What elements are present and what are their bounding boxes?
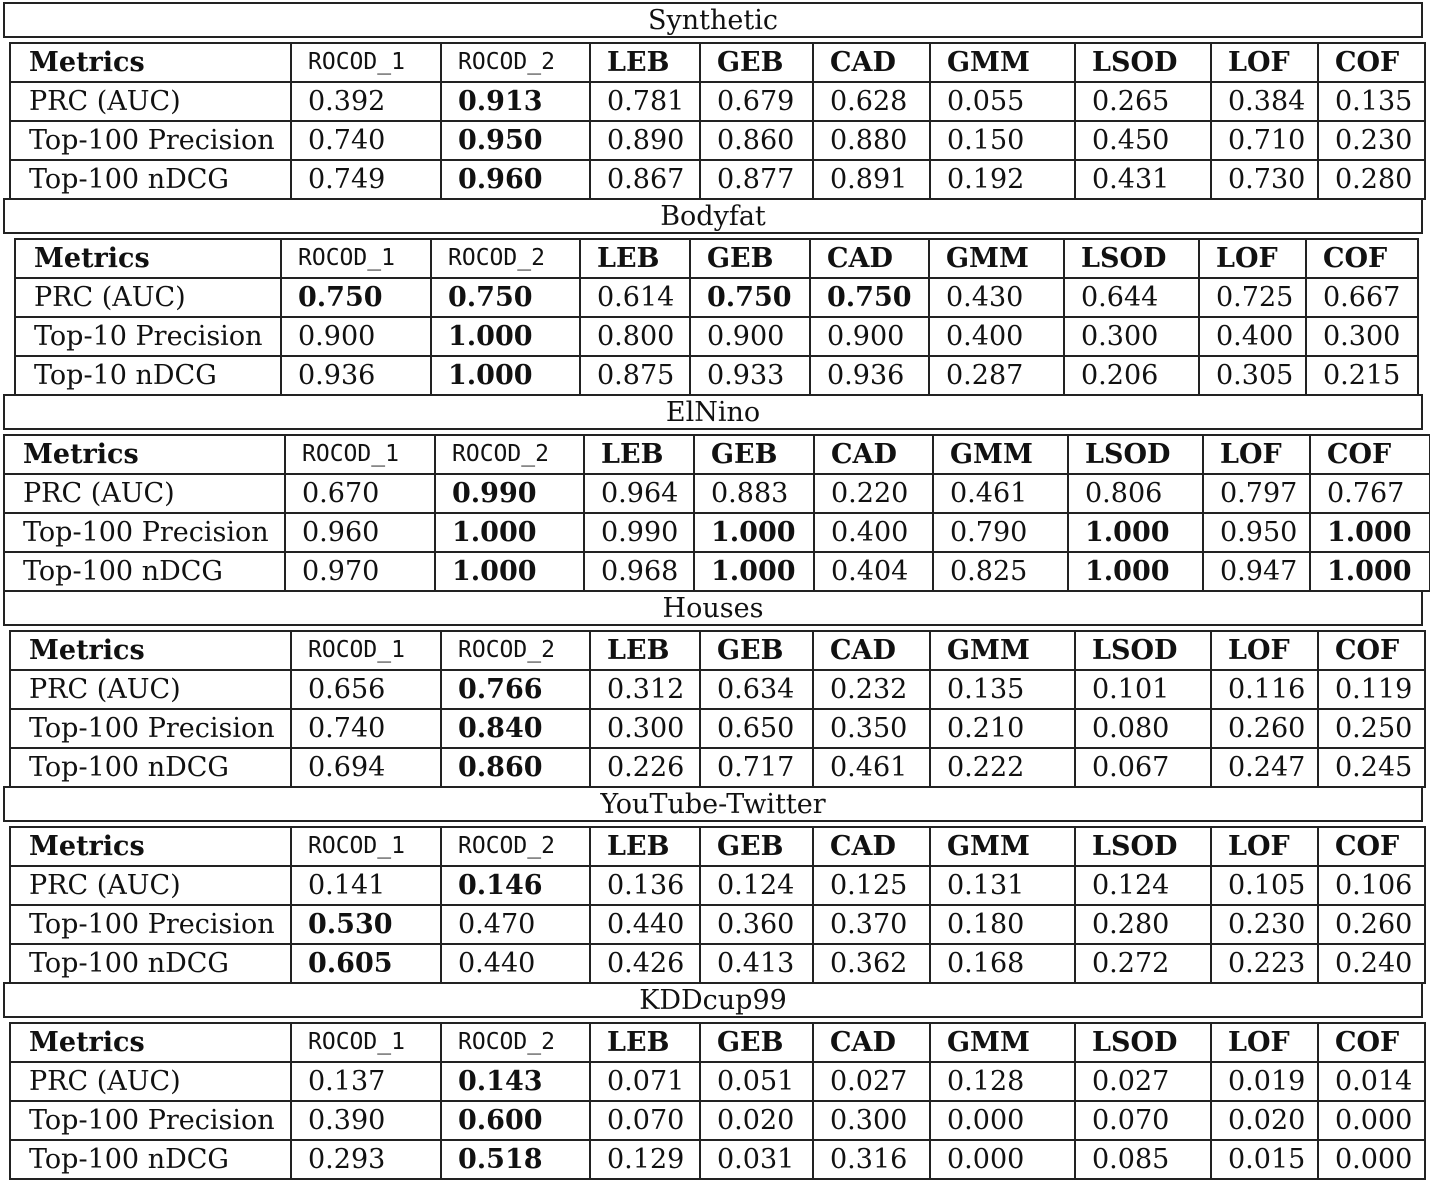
value-cell-cof: 0.300: [1306, 317, 1418, 356]
column-header-geb: GEB: [700, 1023, 813, 1062]
header-row: [10, 631, 1425, 670]
value-cell-gmm: 0.168: [930, 944, 1075, 983]
value-cell-cad: 0.027: [813, 1062, 930, 1101]
value-cell-gmm: 0.400: [929, 317, 1064, 356]
value-cell-lsod: 0.085: [1075, 1140, 1211, 1179]
table-row: [10, 748, 1425, 787]
value-cell-gmm: 0.430: [929, 278, 1064, 317]
column-header-metrics: Metrics: [4, 435, 285, 474]
table-row: [10, 905, 1425, 944]
table-row: [4, 474, 1430, 513]
value-cell-leb: 0.781: [590, 82, 700, 121]
value-cell-lsod: 1.000: [1068, 513, 1203, 552]
value-cell-lsod: 0.070: [1075, 1101, 1211, 1140]
value-cell-gmm: 0.055: [930, 82, 1075, 121]
value-cell-gmm: 0.150: [930, 121, 1075, 160]
value-cell-lof: 0.260: [1211, 709, 1318, 748]
value-cell-gmm: 0.790: [933, 513, 1068, 552]
column-header-rocod-2: ROCOD_2: [441, 631, 590, 670]
value-cell-cad: 0.404: [814, 552, 933, 591]
metric-label: Top-10 nDCG: [15, 356, 281, 395]
value-cell-cad: 0.628: [813, 82, 930, 121]
column-header-lsod: LSOD: [1075, 827, 1211, 866]
value-cell-lof: 0.725: [1199, 278, 1306, 317]
value-cell-lof: 0.400: [1199, 317, 1306, 356]
value-cell-gmm: 0.825: [933, 552, 1068, 591]
value-cell-gmm: 0.461: [933, 474, 1068, 513]
value-cell-cof: 0.245: [1318, 748, 1425, 787]
value-cell-rocod-1: 0.392: [291, 82, 441, 121]
value-cell-gmm: 0.222: [930, 748, 1075, 787]
column-header-cof: COF: [1318, 827, 1425, 866]
value-cell-leb: 0.964: [584, 474, 694, 513]
value-cell-geb: 0.634: [700, 670, 813, 709]
value-cell-cof: 0.250: [1318, 709, 1425, 748]
value-cell-leb: 0.440: [590, 905, 700, 944]
value-cell-rocod-1: 0.141: [291, 866, 441, 905]
metric-label: PRC (AUC): [15, 278, 281, 317]
value-cell-gmm: 0.131: [930, 866, 1075, 905]
value-cell-cof: 0.000: [1318, 1101, 1425, 1140]
value-cell-rocod-2: 0.143: [441, 1062, 590, 1101]
value-cell-lsod: 0.101: [1075, 670, 1211, 709]
value-cell-rocod-1: 0.740: [291, 121, 441, 160]
dataset-block-synthetic: [0, 0, 1430, 196]
value-cell-lsod: 0.280: [1075, 905, 1211, 944]
value-cell-cad: 0.891: [813, 160, 930, 199]
value-cell-lof: 0.020: [1211, 1101, 1318, 1140]
value-cell-leb: 0.875: [580, 356, 690, 395]
column-header-metrics: Metrics: [10, 1023, 291, 1062]
value-cell-geb: 0.031: [700, 1140, 813, 1179]
column-header-gmm: GMM: [930, 43, 1075, 82]
value-cell-lsod: 0.206: [1064, 356, 1199, 395]
value-cell-cof: 0.260: [1318, 905, 1425, 944]
column-header-leb: LEB: [590, 1023, 700, 1062]
value-cell-geb: 0.650: [700, 709, 813, 748]
metric-label: Top-100 nDCG: [10, 1140, 291, 1179]
column-header-rocod-2: ROCOD_2: [441, 827, 590, 866]
column-header-cof: COF: [1310, 435, 1430, 474]
dataset-block-elnino: [0, 392, 1430, 588]
dataset-block-bodyfat: [0, 196, 1430, 392]
value-cell-gmm: 0.128: [930, 1062, 1075, 1101]
column-header-geb: GEB: [700, 827, 813, 866]
column-header-rocod-1: ROCOD_1: [291, 631, 441, 670]
value-cell-cof: 0.119: [1318, 670, 1425, 709]
value-cell-gmm: 0.180: [930, 905, 1075, 944]
value-cell-lsod: 0.265: [1075, 82, 1211, 121]
value-cell-gmm: 0.287: [929, 356, 1064, 395]
value-cell-rocod-1: 0.749: [291, 160, 441, 199]
table-row: [10, 1140, 1425, 1179]
column-header-rocod-2: ROCOD_2: [431, 239, 580, 278]
column-header-cad: CAD: [813, 631, 930, 670]
value-cell-cad: 0.936: [810, 356, 929, 395]
value-cell-gmm: 0.192: [930, 160, 1075, 199]
column-header-gmm: GMM: [930, 1023, 1075, 1062]
column-header-lsod: LSOD: [1075, 631, 1211, 670]
value-cell-rocod-2: 0.470: [441, 905, 590, 944]
column-header-rocod-1: ROCOD_1: [291, 827, 441, 866]
value-cell-rocod-1: 0.530: [291, 905, 441, 944]
value-cell-rocod-1: 0.900: [281, 317, 431, 356]
column-header-cof: COF: [1318, 631, 1425, 670]
column-header-rocod-2: ROCOD_2: [441, 1023, 590, 1062]
value-cell-cof: 0.215: [1306, 356, 1418, 395]
value-cell-lof: 0.223: [1211, 944, 1318, 983]
column-header-geb: GEB: [700, 631, 813, 670]
results-table-youtube-twitter: [9, 826, 1426, 984]
value-cell-gmm: 0.135: [930, 670, 1075, 709]
metric-label: PRC (AUC): [4, 474, 285, 513]
value-cell-geb: 0.717: [700, 748, 813, 787]
value-cell-lsod: 0.644: [1064, 278, 1199, 317]
value-cell-lof: 0.116: [1211, 670, 1318, 709]
value-cell-geb: 1.000: [694, 513, 814, 552]
value-cell-rocod-2: 0.840: [441, 709, 590, 748]
column-header-lsod: LSOD: [1075, 43, 1211, 82]
table-row: [10, 82, 1425, 121]
value-cell-leb: 0.136: [590, 866, 700, 905]
metric-label: Top-10 Precision: [15, 317, 281, 356]
header-row: [10, 43, 1425, 82]
value-cell-leb: 0.426: [590, 944, 700, 983]
value-cell-cof: 0.014: [1318, 1062, 1425, 1101]
value-cell-cad: 0.350: [813, 709, 930, 748]
value-cell-cof: 0.667: [1306, 278, 1418, 317]
value-cell-geb: 0.883: [694, 474, 814, 513]
value-cell-lof: 0.710: [1211, 121, 1318, 160]
column-header-lsod: LSOD: [1064, 239, 1199, 278]
value-cell-rocod-2: 0.950: [441, 121, 590, 160]
metric-label: Top-100 Precision: [10, 905, 291, 944]
column-header-rocod-1: ROCOD_1: [281, 239, 431, 278]
value-cell-cad: 0.316: [813, 1140, 930, 1179]
value-cell-geb: 0.933: [690, 356, 810, 395]
value-cell-rocod-2: 0.766: [441, 670, 590, 709]
column-header-metrics: Metrics: [10, 827, 291, 866]
column-header-rocod-2: ROCOD_2: [435, 435, 584, 474]
value-cell-leb: 0.800: [580, 317, 690, 356]
value-cell-rocod-2: 0.600: [441, 1101, 590, 1140]
value-cell-geb: 0.877: [700, 160, 813, 199]
value-cell-cad: 0.461: [813, 748, 930, 787]
column-header-lof: LOF: [1211, 827, 1318, 866]
metric-label: Top-100 nDCG: [10, 748, 291, 787]
value-cell-geb: 0.860: [700, 121, 813, 160]
value-cell-rocod-2: 0.960: [441, 160, 590, 199]
results-table-houses: [9, 630, 1426, 788]
metric-label: Top-100 Precision: [10, 1101, 291, 1140]
value-cell-cad: 0.370: [813, 905, 930, 944]
value-cell-rocod-2: 0.518: [441, 1140, 590, 1179]
column-header-leb: LEB: [580, 239, 690, 278]
column-header-gmm: GMM: [930, 631, 1075, 670]
value-cell-lof: 0.105: [1211, 866, 1318, 905]
value-cell-leb: 0.968: [584, 552, 694, 591]
results-table-kddcup99: [9, 1022, 1426, 1180]
dataset-title: Synthetic: [3, 2, 1423, 38]
value-cell-cad: 0.220: [814, 474, 933, 513]
value-cell-rocod-1: 0.670: [285, 474, 435, 513]
value-cell-rocod-1: 0.293: [291, 1140, 441, 1179]
value-cell-leb: 0.070: [590, 1101, 700, 1140]
value-cell-geb: 0.679: [700, 82, 813, 121]
column-header-leb: LEB: [590, 827, 700, 866]
dataset-block-kddcup99: [0, 980, 1430, 1176]
column-header-geb: GEB: [690, 239, 810, 278]
value-cell-leb: 0.300: [590, 709, 700, 748]
metric-label: Top-100 Precision: [10, 121, 291, 160]
value-cell-lof: 0.947: [1203, 552, 1310, 591]
value-cell-gmm: 0.000: [930, 1101, 1075, 1140]
value-cell-cof: 0.106: [1318, 866, 1425, 905]
value-cell-cad: 0.300: [813, 1101, 930, 1140]
column-header-rocod-2: ROCOD_2: [441, 43, 590, 82]
value-cell-rocod-2: 0.440: [441, 944, 590, 983]
value-cell-rocod-1: 0.740: [291, 709, 441, 748]
column-header-metrics: Metrics: [10, 43, 291, 82]
value-cell-leb: 0.890: [590, 121, 700, 160]
value-cell-lof: 0.797: [1203, 474, 1310, 513]
value-cell-rocod-1: 0.605: [291, 944, 441, 983]
value-cell-rocod-1: 0.694: [291, 748, 441, 787]
value-cell-leb: 0.990: [584, 513, 694, 552]
column-header-cad: CAD: [810, 239, 929, 278]
column-header-lof: LOF: [1211, 1023, 1318, 1062]
value-cell-gmm: 0.000: [930, 1140, 1075, 1179]
results-table-elnino: [3, 434, 1430, 592]
value-cell-cof: 0.280: [1318, 160, 1425, 199]
table-row: [10, 160, 1425, 199]
value-cell-geb: 0.413: [700, 944, 813, 983]
metric-label: Top-100 nDCG: [4, 552, 285, 591]
value-cell-cof: 0.230: [1318, 121, 1425, 160]
column-header-cof: COF: [1306, 239, 1418, 278]
column-header-cad: CAD: [813, 43, 930, 82]
metric-label: Top-100 Precision: [4, 513, 285, 552]
value-cell-lof: 0.950: [1203, 513, 1310, 552]
column-header-cad: CAD: [813, 827, 930, 866]
value-cell-rocod-2: 1.000: [435, 552, 584, 591]
column-header-rocod-1: ROCOD_1: [291, 43, 441, 82]
value-cell-rocod-2: 0.146: [441, 866, 590, 905]
value-cell-lsod: 0.450: [1075, 121, 1211, 160]
value-cell-lsod: 0.431: [1075, 160, 1211, 199]
table-row: [10, 944, 1425, 983]
value-cell-cof: 1.000: [1310, 552, 1430, 591]
metric-label: Top-100 nDCG: [10, 944, 291, 983]
value-cell-rocod-2: 1.000: [435, 513, 584, 552]
value-cell-cad: 0.232: [813, 670, 930, 709]
value-cell-geb: 0.051: [700, 1062, 813, 1101]
value-cell-geb: 0.020: [700, 1101, 813, 1140]
table-row: [10, 670, 1425, 709]
value-cell-cad: 0.362: [813, 944, 930, 983]
value-cell-lsod: 0.124: [1075, 866, 1211, 905]
header-row: [10, 827, 1425, 866]
value-cell-lof: 0.730: [1211, 160, 1318, 199]
table-row: [10, 1101, 1425, 1140]
results-table-synthetic: [9, 42, 1426, 200]
value-cell-rocod-1: 0.656: [291, 670, 441, 709]
column-header-cad: CAD: [814, 435, 933, 474]
value-cell-lof: 0.384: [1211, 82, 1318, 121]
value-cell-geb: 1.000: [694, 552, 814, 591]
column-header-leb: LEB: [590, 43, 700, 82]
dataset-title: Bodyfat: [3, 198, 1423, 234]
column-header-cad: CAD: [813, 1023, 930, 1062]
column-header-lof: LOF: [1211, 631, 1318, 670]
column-header-lof: LOF: [1199, 239, 1306, 278]
column-header-leb: LEB: [590, 631, 700, 670]
table-row: [10, 121, 1425, 160]
value-cell-leb: 0.071: [590, 1062, 700, 1101]
column-header-lof: LOF: [1211, 43, 1318, 82]
table-row: [15, 317, 1418, 356]
value-cell-leb: 0.312: [590, 670, 700, 709]
column-header-metrics: Metrics: [15, 239, 281, 278]
column-header-lof: LOF: [1203, 435, 1310, 474]
column-header-gmm: GMM: [933, 435, 1068, 474]
value-cell-geb: 0.750: [690, 278, 810, 317]
value-cell-rocod-2: 1.000: [431, 317, 580, 356]
column-header-leb: LEB: [584, 435, 694, 474]
column-header-lsod: LSOD: [1068, 435, 1203, 474]
metric-label: PRC (AUC): [10, 82, 291, 121]
value-cell-geb: 0.124: [700, 866, 813, 905]
metric-label: PRC (AUC): [10, 1062, 291, 1101]
value-cell-lof: 0.015: [1211, 1140, 1318, 1179]
table-row: [10, 1062, 1425, 1101]
column-header-cof: COF: [1318, 1023, 1425, 1062]
value-cell-lof: 0.247: [1211, 748, 1318, 787]
value-cell-lof: 0.230: [1211, 905, 1318, 944]
value-cell-cof: 0.135: [1318, 82, 1425, 121]
value-cell-lsod: 0.272: [1075, 944, 1211, 983]
table-row: [4, 552, 1430, 591]
column-header-geb: GEB: [700, 43, 813, 82]
value-cell-rocod-1: 0.390: [291, 1101, 441, 1140]
dataset-block-youtube-twitter: [0, 784, 1430, 980]
value-cell-lsod: 1.000: [1068, 552, 1203, 591]
value-cell-cof: 0.767: [1310, 474, 1430, 513]
value-cell-rocod-2: 0.860: [441, 748, 590, 787]
value-cell-leb: 0.226: [590, 748, 700, 787]
value-cell-rocod-1: 0.750: [281, 278, 431, 317]
metric-label: Top-100 nDCG: [10, 160, 291, 199]
value-cell-cad: 0.125: [813, 866, 930, 905]
column-header-gmm: GMM: [929, 239, 1064, 278]
value-cell-geb: 0.900: [690, 317, 810, 356]
value-cell-rocod-1: 0.960: [285, 513, 435, 552]
value-cell-lsod: 0.067: [1075, 748, 1211, 787]
value-cell-cof: 0.240: [1318, 944, 1425, 983]
table-row: [4, 513, 1430, 552]
column-header-cof: COF: [1318, 43, 1425, 82]
dataset-title: KDDcup99: [3, 982, 1423, 1018]
column-header-metrics: Metrics: [10, 631, 291, 670]
value-cell-geb: 0.360: [700, 905, 813, 944]
value-cell-cad: 0.750: [810, 278, 929, 317]
column-header-rocod-1: ROCOD_1: [285, 435, 435, 474]
value-cell-rocod-1: 0.936: [281, 356, 431, 395]
column-header-lsod: LSOD: [1075, 1023, 1211, 1062]
value-cell-rocod-1: 0.970: [285, 552, 435, 591]
dataset-title: YouTube-Twitter: [3, 786, 1423, 822]
value-cell-rocod-2: 0.990: [435, 474, 584, 513]
value-cell-cof: 0.000: [1318, 1140, 1425, 1179]
value-cell-rocod-1: 0.137: [291, 1062, 441, 1101]
value-cell-lsod: 0.027: [1075, 1062, 1211, 1101]
column-header-geb: GEB: [694, 435, 814, 474]
value-cell-leb: 0.867: [590, 160, 700, 199]
value-cell-lof: 0.019: [1211, 1062, 1318, 1101]
column-header-rocod-1: ROCOD_1: [291, 1023, 441, 1062]
table-row: [10, 866, 1425, 905]
dataset-title: Houses: [3, 590, 1423, 626]
value-cell-leb: 0.129: [590, 1140, 700, 1179]
value-cell-cad: 0.400: [814, 513, 933, 552]
value-cell-gmm: 0.210: [930, 709, 1075, 748]
value-cell-rocod-2: 1.000: [431, 356, 580, 395]
table-row: [15, 356, 1418, 395]
header-row: [4, 435, 1430, 474]
value-cell-lof: 0.305: [1199, 356, 1306, 395]
metric-label: PRC (AUC): [10, 866, 291, 905]
dataset-title: ElNino: [3, 394, 1423, 430]
column-header-gmm: GMM: [930, 827, 1075, 866]
value-cell-cof: 1.000: [1310, 513, 1430, 552]
metric-label: Top-100 Precision: [10, 709, 291, 748]
results-table-bodyfat: [14, 238, 1419, 396]
value-cell-cad: 0.900: [810, 317, 929, 356]
value-cell-leb: 0.614: [580, 278, 690, 317]
dataset-block-houses: [0, 588, 1430, 784]
header-row: [15, 239, 1418, 278]
value-cell-lsod: 0.300: [1064, 317, 1199, 356]
value-cell-lsod: 0.080: [1075, 709, 1211, 748]
value-cell-rocod-2: 0.913: [441, 82, 590, 121]
table-row: [15, 278, 1418, 317]
header-row: [10, 1023, 1425, 1062]
value-cell-cad: 0.880: [813, 121, 930, 160]
value-cell-rocod-2: 0.750: [431, 278, 580, 317]
metric-label: PRC (AUC): [10, 670, 291, 709]
table-row: [10, 709, 1425, 748]
value-cell-lsod: 0.806: [1068, 474, 1203, 513]
